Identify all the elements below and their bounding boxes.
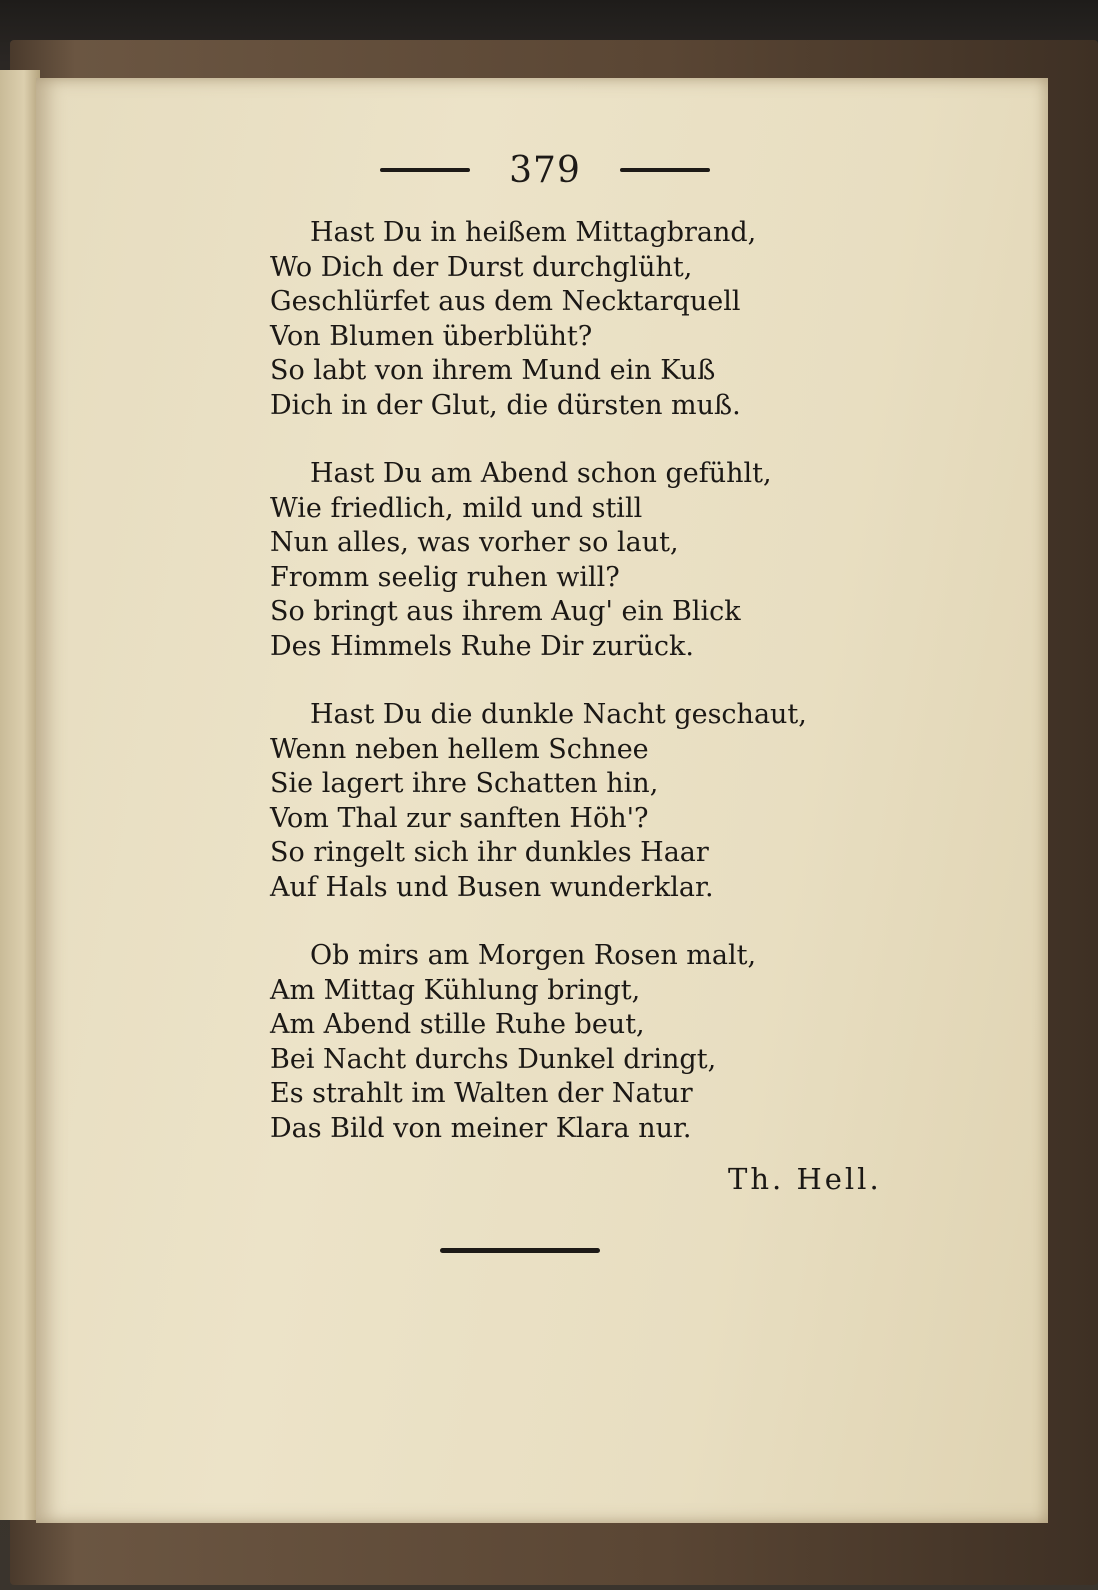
stanza-1 <box>270 216 830 423</box>
stanza-2 <box>270 457 830 664</box>
poem-line: Des Himmels Ruhe Dir zurück. <box>270 630 694 662</box>
poem-line: Wo Dich der Durst durchglüht, <box>270 251 693 283</box>
poem-line: Vom Thal zur sanften Höh'? <box>270 802 649 834</box>
poem-line: Hast Du die dunkle Nacht geschaut, <box>310 699 807 730</box>
header-rule-left <box>380 168 470 172</box>
poem-line: Geschlürfet aus dem Necktarquell <box>270 286 741 317</box>
poem-line: Am Abend stille Ruhe beut, <box>270 1009 645 1040</box>
page-number: 379 <box>509 149 581 191</box>
poem-line: Wenn neben hellem Schnee <box>270 733 649 765</box>
stanza-4 <box>270 939 830 1146</box>
poem-line: Auf Hals und Busen wunderklar. <box>270 871 714 903</box>
poem-line: So bringt aus ihrem Aug' ein Blick <box>270 596 741 627</box>
poem-line: Nun alles, was vorher so laut, <box>270 527 679 558</box>
bleed-through-shadow <box>366 1268 390 1296</box>
facing-page-edge <box>0 70 40 1520</box>
stanza-3 <box>270 698 830 905</box>
poem-line: Es strahlt im Walten der Natur <box>270 1078 693 1109</box>
poem-line: Sie lagert ihre Schatten hin, <box>270 768 659 799</box>
poem-line: Ob mirs am Morgen Rosen malt, <box>310 940 757 971</box>
poem <box>270 216 830 1180</box>
poem-line: Bei Nacht durchs Dunkel dringt, <box>270 1043 717 1075</box>
poem-line: Von Blumen überblüht? <box>270 320 593 352</box>
poem-line: Hast Du in heißem Mittagbrand, <box>310 217 757 248</box>
poem-line: Am Mittag Kühlung bringt, <box>270 974 641 1006</box>
author-signature: Th. Hell. <box>728 1162 882 1196</box>
header-rule-right <box>620 168 710 172</box>
page-header <box>380 150 710 190</box>
poem-line: So labt von ihrem Mund ein Kuß <box>270 355 716 386</box>
poem-line: So ringelt sich ihr dunkles Haar <box>270 837 709 868</box>
end-rule <box>440 1248 600 1253</box>
poem-line: Das Bild von meiner Klara nur. <box>270 1112 692 1144</box>
poem-line: Fromm seelig ruhen will? <box>270 561 620 593</box>
poem-line: Wie friedlich, mild und still <box>270 492 643 524</box>
poem-line: Dich in der Glut, die dürsten muß. <box>270 389 741 421</box>
poem-line: Hast Du am Abend schon gefühlt, <box>310 458 772 489</box>
